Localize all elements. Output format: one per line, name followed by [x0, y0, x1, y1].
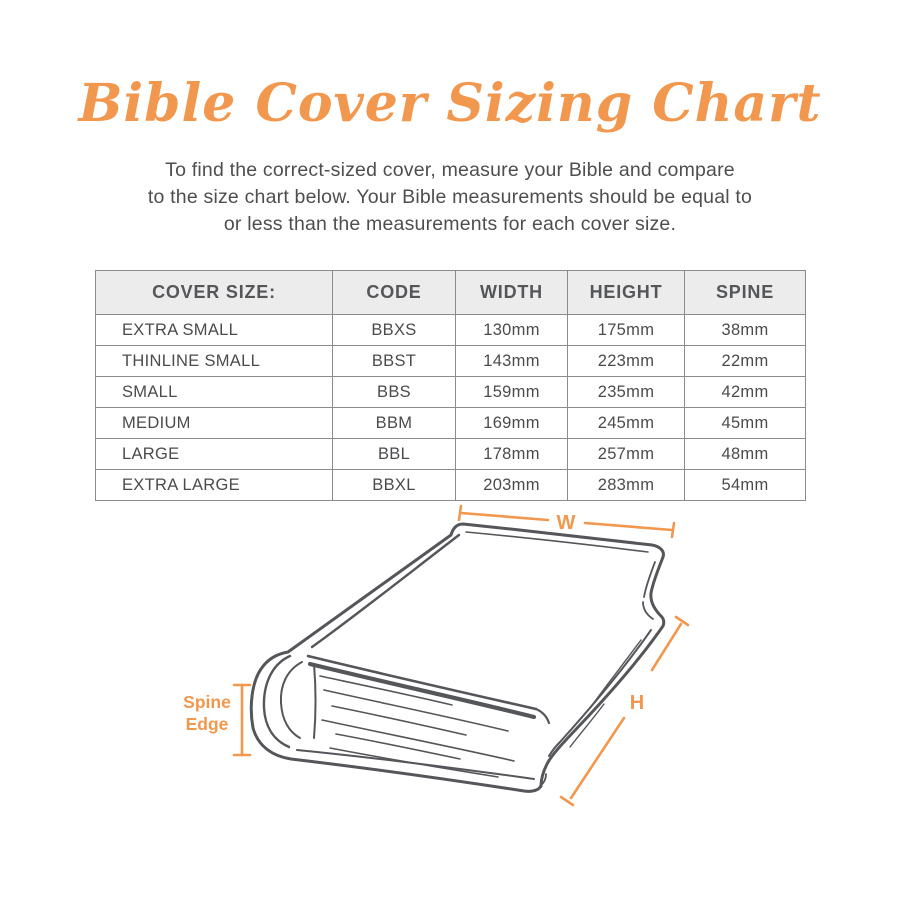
spine-edge-label-line2: Edge	[185, 714, 229, 734]
cell-spine: 42mm	[685, 377, 806, 408]
height-label: H	[629, 692, 645, 714]
cell-height: 245mm	[568, 408, 685, 439]
cell-spine: 54mm	[685, 470, 806, 501]
cell-height: 235mm	[568, 377, 685, 408]
cell-spine: 38mm	[685, 315, 806, 346]
cell-cover-size: LARGE	[96, 439, 333, 470]
page-title: Bible Cover Sizing Chart	[78, 73, 822, 134]
spine-edge-dimension	[183, 685, 250, 755]
cell-cover-size: EXTRA LARGE	[96, 470, 333, 501]
col-header-width: WIDTH	[456, 271, 568, 315]
cell-code: BBS	[333, 377, 456, 408]
cell-code: BBM	[333, 408, 456, 439]
spine-edge-label-line1: Spine	[183, 692, 231, 712]
size-table	[95, 270, 806, 501]
table-row	[96, 408, 806, 439]
height-line-bottom	[571, 718, 624, 798]
cell-height: 283mm	[568, 470, 685, 501]
width-line-right	[585, 523, 672, 530]
cell-cover-size: THINLINE SMALL	[96, 346, 333, 377]
col-header-cover-size: COVER SIZE:	[96, 271, 333, 315]
cell-width: 203mm	[456, 470, 568, 501]
cell-cover-size: EXTRA SMALL	[96, 315, 333, 346]
cell-height: 257mm	[568, 439, 685, 470]
cell-cover-size: SMALL	[96, 377, 333, 408]
cell-code: BBXL	[333, 470, 456, 501]
page-subtitle	[90, 157, 810, 238]
col-header-code: CODE	[333, 271, 456, 315]
col-header-spine: SPINE	[685, 271, 806, 315]
table-row	[96, 346, 806, 377]
width-label: W	[556, 512, 576, 534]
cell-width: 130mm	[456, 315, 568, 346]
table-row	[96, 315, 806, 346]
cell-width: 178mm	[456, 439, 568, 470]
col-header-height: HEIGHT	[568, 271, 685, 315]
cell-height: 175mm	[568, 315, 685, 346]
table-row	[96, 377, 806, 408]
cell-spine: 48mm	[685, 439, 806, 470]
cell-code: BBST	[333, 346, 456, 377]
width-line-left	[461, 513, 548, 520]
subtitle-line-1: To find the correct-sized cover, measure your Bible and compare	[165, 159, 735, 181]
cell-cover-size: MEDIUM	[96, 408, 333, 439]
cell-width: 143mm	[456, 346, 568, 377]
table-row	[96, 439, 806, 470]
cell-width: 159mm	[456, 377, 568, 408]
cell-code: BBL	[333, 439, 456, 470]
cell-spine: 22mm	[685, 346, 806, 377]
subtitle-line-2: to the size chart below. Your Bible measurements should be equal to	[147, 186, 753, 208]
book-measurement-diagram	[0, 480, 900, 900]
cell-height: 223mm	[568, 346, 685, 377]
table-header-row	[96, 271, 806, 315]
cell-width: 169mm	[456, 408, 568, 439]
cell-spine: 45mm	[685, 408, 806, 439]
cell-code: BBXS	[333, 315, 456, 346]
width-tick-right	[672, 523, 674, 537]
subtitle-line-3: or less than the measurements for each cover size.	[223, 213, 677, 235]
